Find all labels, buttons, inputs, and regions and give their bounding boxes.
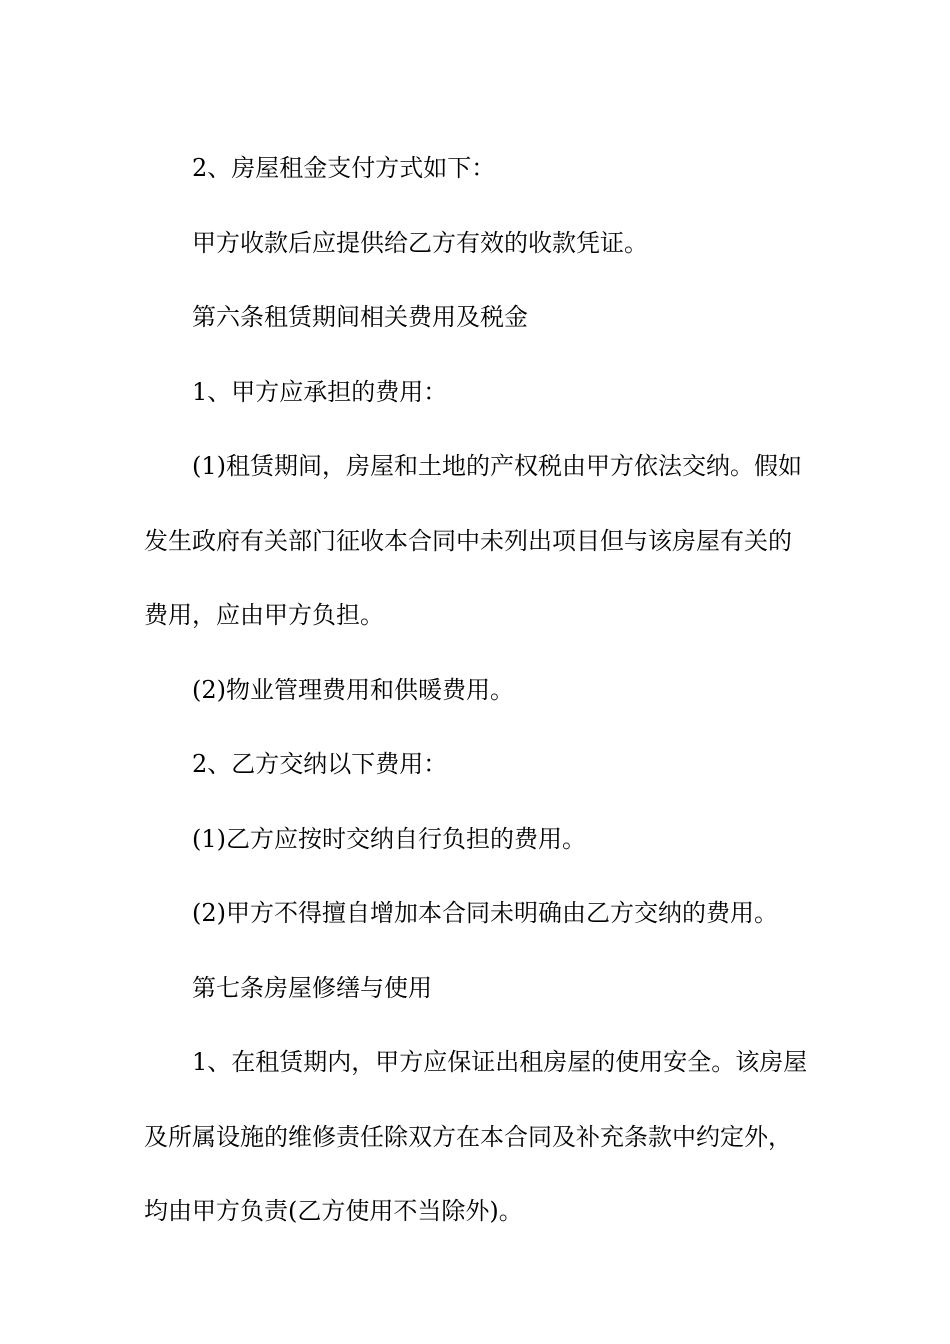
text-line: (1)租赁期间，房屋和土地的产权税由甲方依法交纳。假如 xyxy=(192,452,802,480)
text-line: (2)甲方不得擅自增加本合同未明确由乙方交纳的费用。 xyxy=(192,899,778,927)
text-line: (1)乙方应按时交纳自行负担的费用。 xyxy=(192,824,586,853)
text-line: 2、房屋租金支付方式如下： xyxy=(192,154,496,182)
text-line: 及所属设施的维修责任除双方在本合同及补充条款中约定外， xyxy=(144,1122,792,1151)
text-line: 发生政府有关部门征收本合同中未列出项目但与该房屋有关的 xyxy=(144,526,792,555)
text-line: 费用，应由甲方负担。 xyxy=(144,601,384,629)
section-heading: 第六条租赁期间相关费用及税金 xyxy=(192,303,528,331)
text-line: 1、甲方应承担的费用： xyxy=(192,377,448,406)
text-line: 甲方收款后应提供给乙方有效的收款凭证。 xyxy=(192,228,648,257)
text-line: 1、在租赁期内，甲方应保证出租房屋的使用安全。该房屋 xyxy=(192,1048,808,1076)
section-heading: 第七条房屋修缮与使用 xyxy=(192,973,432,1002)
text-line: 均由甲方负责(乙方使用不当除外)。 xyxy=(144,1197,523,1225)
text-line: (2)物业管理费用和供暖费用。 xyxy=(192,675,514,704)
text-line: 2、乙方交纳以下费用： xyxy=(192,750,448,778)
document-body xyxy=(144,131,808,1249)
